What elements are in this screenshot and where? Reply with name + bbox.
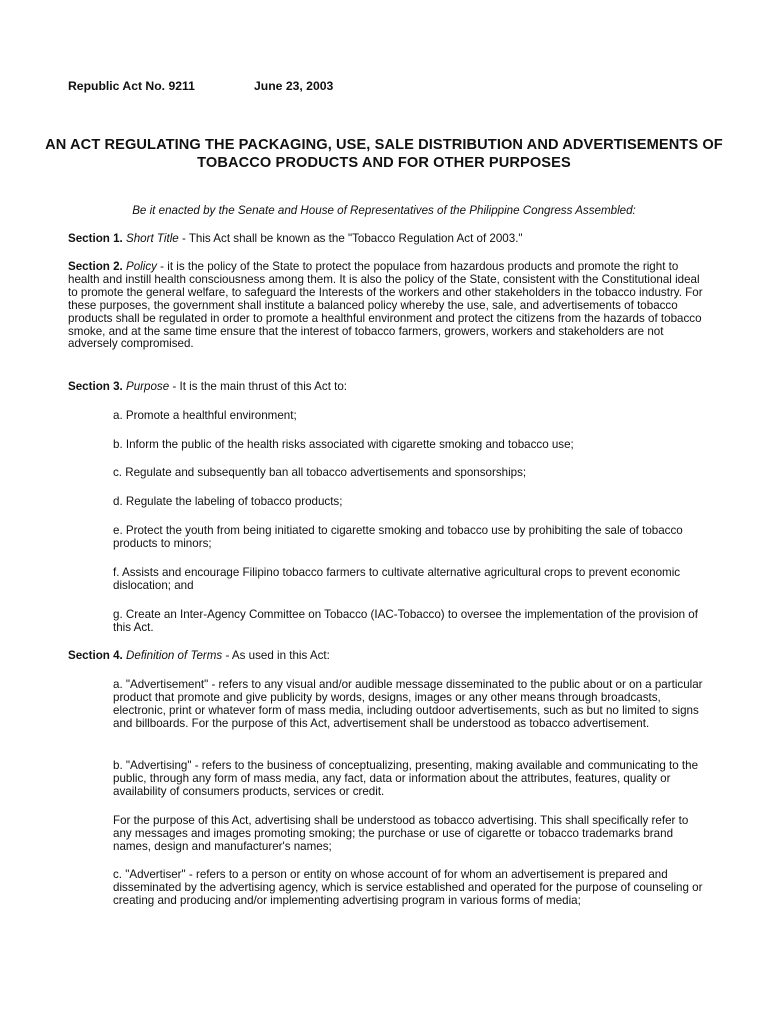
act-number: Republic Act No. 9211 [68, 79, 195, 93]
section-3-label: Section 3. [68, 380, 123, 393]
act-title: AN ACT REGULATING THE PACKAGING, USE, SALE DISTRIBUTION AND ADVERTISEMENTS OF TOBACCO PRODUCTS AND FOR OTHER PURPOSES [45, 137, 723, 171]
section-1-heading: Short Title [126, 232, 179, 245]
section-1-label: Section 1. [68, 232, 123, 245]
section-4-label: Section 4. [68, 649, 123, 662]
section-3-heading: Purpose [126, 380, 170, 393]
section-1-text: - This Act shall be known as the "Tobacco Regulation Act of 2003." [178, 232, 523, 245]
section-4 [68, 650, 708, 663]
section-3-item-b: b. Inform the public of the health risks associated with cigarette smoking and tobacco use; [113, 438, 574, 451]
act-date: June 23, 2003 [254, 79, 334, 93]
section-2-label: Section 2. [68, 260, 123, 273]
section-4-text: - As used in this Act: [222, 649, 330, 662]
section-3-item-a: a. Promote a healthful environment; [113, 409, 297, 422]
section-2-text: - it is the policy of the State to protect the populace from hazardous products and promote the right to health and instill health consciousness among them. It is also the policy of the State, consistent with the Constitutional ideal to promote the general welfare, to safeguard the Interests of the workers and other stakeholders in the tobacco industry. For these purposes, the government shall institute a balanced policy whereby the use, sale, and advertisements of tobacco products shall be regulated in order to promote a healthful environment and protect the citizens from the hazards of tobacco smoke, and at the same time ensure that the interest of tobacco farmers, growers, workers and stakeholders are not adversely compromised. [68, 260, 703, 351]
section-3 [68, 381, 708, 394]
section-3-item-c: c. Regulate and subsequently ban all tobacco advertisements and sponsorships; [113, 466, 527, 479]
section-4-item-a: a. "Advertisement" - refers to any visual and/or audible message disseminated to the public about or on a particular product that promote and give publicity by words, designs, images or any other means through broadcasts, electronic, print or whatever form of mass media, including outdoor advertisements, such as but no limited to signs and billboards. For the purpose of this Act, advertisement shall be understood as tobacco advertisement. [113, 678, 703, 730]
section-3-item-g: g. Create an Inter-Agency Committee on Tobacco (IAC-Tobacco) to oversee the implementation of the provision of this Act. [113, 608, 698, 634]
section-3-item-f: f. Assists and encourage Filipino tobacco farmers to cultivate alternative agricultural crops to prevent economic dislocation; and [113, 566, 681, 592]
section-2-heading: Policy [126, 260, 157, 273]
section-4-item-c: c. "Advertiser" - refers to a person or entity on whose account of for whom an advertisement is prepared and disseminated by the advertising agency, which is service established and operated for the purpose of counseling or creating and producing and/or implementing advertising program in various forms of media; [113, 868, 703, 907]
section-2 [68, 261, 708, 351]
act-header [68, 79, 334, 93]
enacting-clause: Be it enacted by the Senate and House of Representatives of the Philippine Congress Assembled: [132, 204, 636, 217]
section-1 [68, 233, 708, 246]
section-3-text: - It is the main thrust of this Act to: [169, 380, 348, 393]
section-3-item-d: d. Regulate the labeling of tobacco products; [113, 495, 343, 508]
section-3-item-e: e. Protect the youth from being initiated to cigarette smoking and tobacco use by prohibiting the sale of tobacco products to minors; [113, 524, 683, 550]
section-4-item-b-note: For the purpose of this Act, advertising shall be understood as tobacco advertising. This shall specifically refer to any messages and images promoting smoking; the purchase or use of cigarette or tobacco trademarks brand names, design and manufacturer's names; [113, 814, 689, 853]
section-4-item-b: b. "Advertising" - refers to the business of conceptualizing, presenting, making available and communicating to the public, through any form of mass media, any fact, data or information about the attributes, features, quality or availability of consumers products, services or credit. [113, 759, 699, 798]
section-4-heading: Definition of Terms [126, 649, 223, 662]
